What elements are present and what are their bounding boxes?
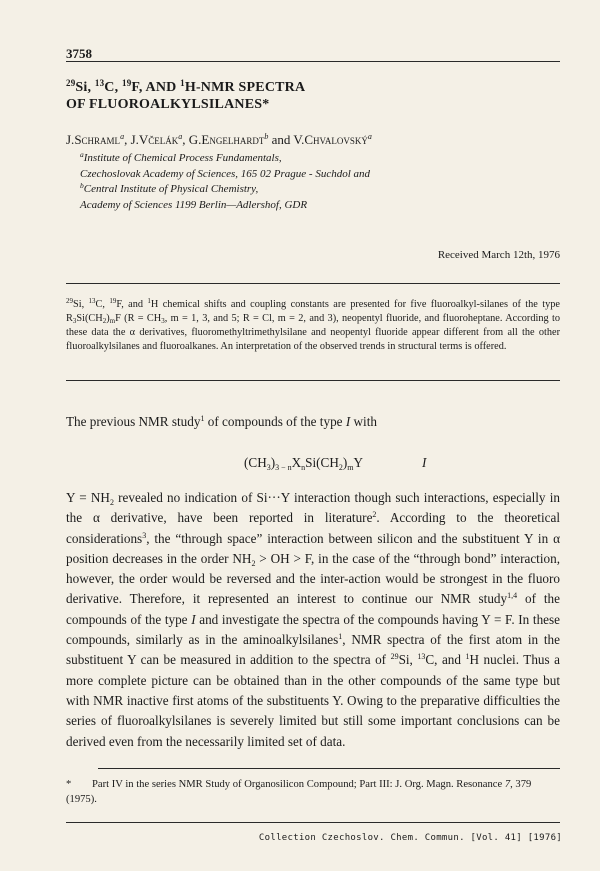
footer-rule — [66, 822, 560, 823]
author: G.Engelhardt$^b$ and — [188, 132, 294, 147]
affiliation-a-line-1: $^a$Institute of Chemical Process Fundamentals, — [80, 150, 282, 164]
article-title — [66, 79, 560, 113]
page-number: 3758 — [66, 46, 92, 61]
general-formula: $(CH_3)_{3 - n}X_nSi(CH_2)_mY$ — [244, 455, 364, 472]
abstract-bottom-rule — [66, 380, 560, 381]
footnote: * Part IV in the series NMR Study of Organosilicon Compound; Part III: J. Org. Magn. Resonance 7, 379 (1975). — [66, 779, 532, 805]
affiliations — [80, 151, 550, 213]
formula-label: I — [422, 455, 427, 470]
header-rule — [66, 61, 560, 62]
received-date: Received March 12th, 1976 — [437, 249, 560, 261]
affiliation-b-line-2: Academy of Sciences 1199 Berlin—Adlershof, GDR — [80, 198, 308, 211]
journal-citation: Collection Czechoslov. Chem. Commun. [Vol. 41] [1976] — [258, 833, 562, 843]
author: J.Včelák$^a$, — [130, 132, 189, 147]
affiliation-b-line-1: $^b$Central Institute of Physical Chemistry, — [80, 181, 259, 196]
abstract: $^{29}$Si, $^{13}$C, $^{19}$F, and $^1$H chemical shifts and coupling constants are presented for five fluoroalkyl-silanes of the type $R_3Si(CH_2)_mF$ ($R = CH_3$, m = 1, 3, and 5; R = Cl, m = 2, and 3), neopentyl fluoride, and fluoroheptane. According to these data the α derivatives, fluoromethyltrimethylsilane and neopentyl fluoride appear different from all the other fluoroalkylsilanes and fluoroalkanes. An interpretation of the observed trends in structural terms is offered. — [66, 297, 561, 352]
footnote-marker: * — [66, 779, 72, 790]
intro-sentence: The previous NMR study$^1$ of compounds of the type I with — [66, 414, 377, 429]
author: J.Schraml$^a$, — [66, 132, 131, 147]
author-list — [66, 132, 560, 148]
abstract-top-rule — [66, 283, 560, 284]
affiliation-a-line-2: Czechoslovak Academy of Sciences, 165 02 Prague - Suchdol and — [80, 167, 371, 180]
title-line-2: OF FLUOROALKYLSILANES* — [66, 97, 270, 112]
footnote-rule — [98, 768, 560, 769]
body-paragraph: $Y = NH_2$ revealed no indication of Si···Y interaction though such interactions, especially in the α derivative, have been reported in literature$^2$. According to the theoretical considerations$^3$, the “through space” interaction between silicon and the substituent Y in α position decreases in the order $NH_2$ > OH > F, in the case of the “through bond” interaction, however, the order would be reversed and the inter-action would be strongest in the fluoro derivative. Therefore, it represented an interest to continue our NMR study$^{1,4}$ of the compounds of the type I and investigate the spectra of the compounds having Y = F. In these compounds, similarly as in the aminoalkylsilanes$^1$, NMR spectra of the first atom in the substituent Y can be measured in addition to the spectra of $^{29}$Si, $^{13}$C, and $^1$H nuclei. Thus a more complete picture can be obtained than in the other compounds of the same type but with NMR inactive first atoms of the substituents Y. Owing to the preparative difficulties the series of fluoroalkylsilanes is severely limited but still some important conclusions can be derived even from the necessarily limited set of data. — [66, 490, 560, 749]
author: V.Chvalovský$^a$ — [293, 132, 372, 147]
title-line-1: $^{29}$Si, $^{13}$C, $^{19}$F, AND $^1$H-NMR SPECTRA — [66, 78, 306, 95]
